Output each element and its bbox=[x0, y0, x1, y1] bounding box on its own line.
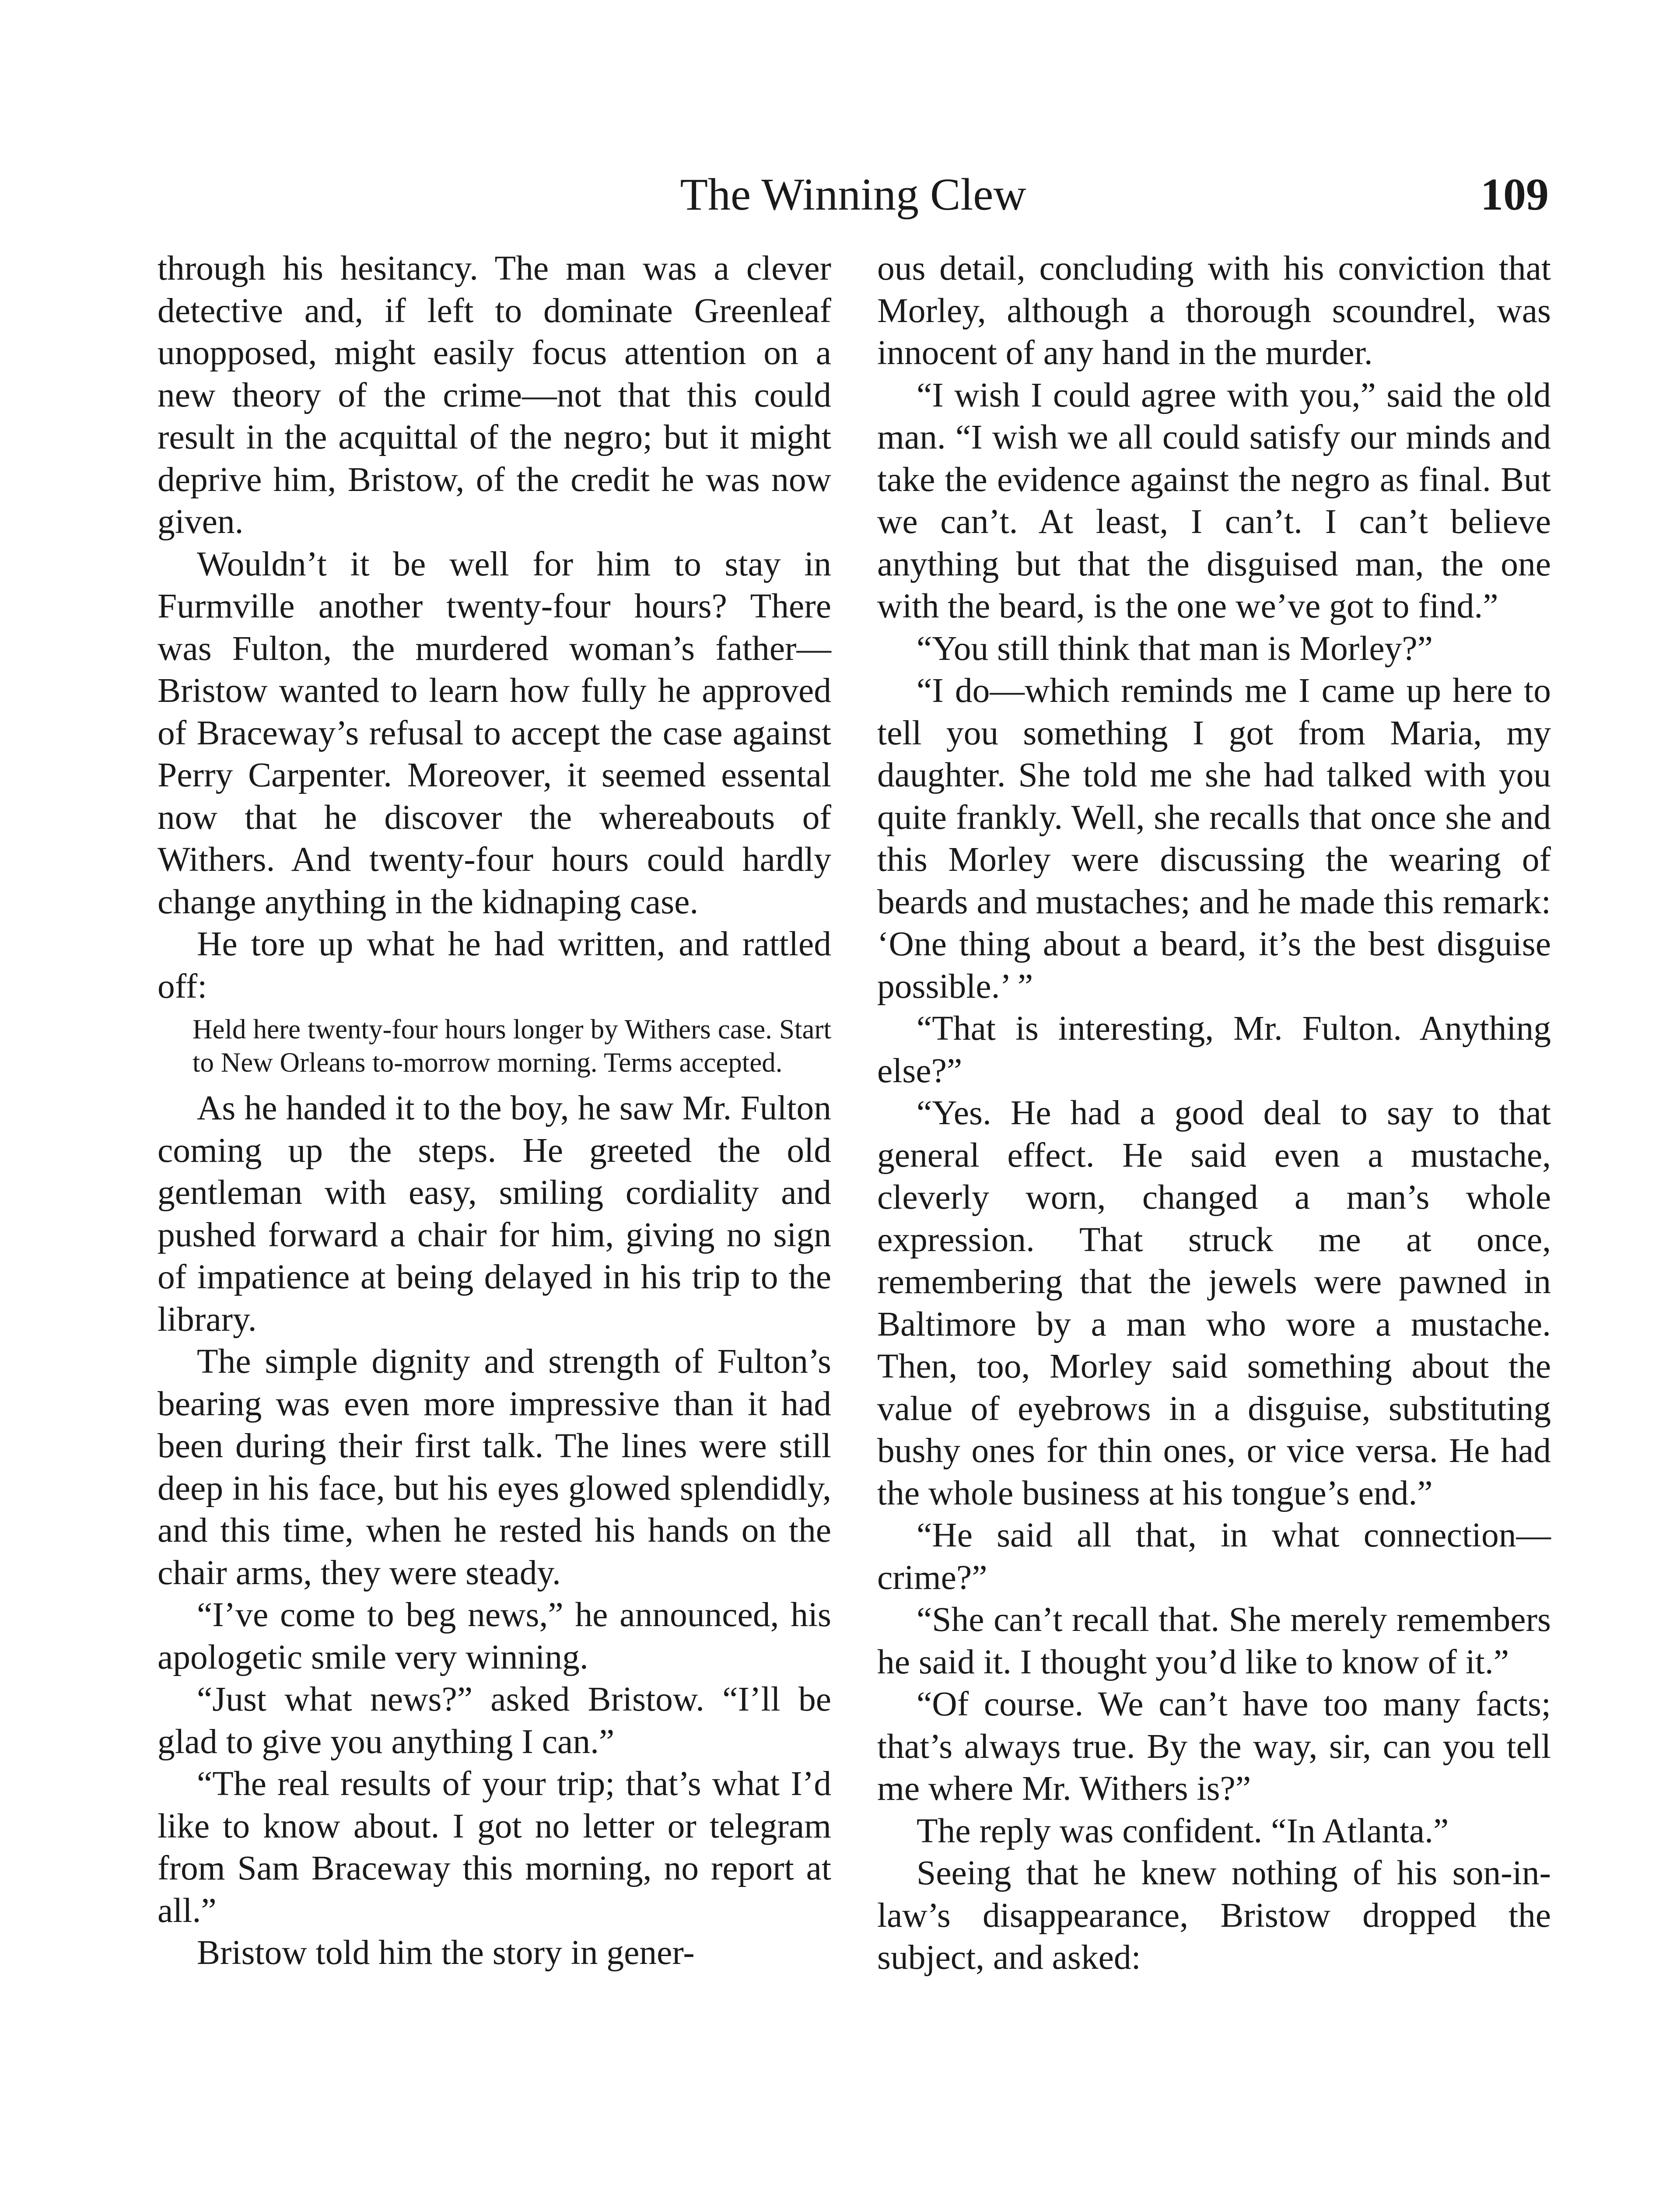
paragraph: ous detail, concluding with his conviction that Morley, although a thorough scoundrel, was innocent of any hand in the murder. bbox=[877, 249, 1551, 372]
paragraph: “I do—which reminds me I came up here to tell you something I got from Maria, my daughter. She told me she had talked with you quite frankly. Well, she recalls that once she and this Morley were discussing the wearing of beards and mustaches; and he made this remark: ‘One thing about a beard, it’s the best disguise possible.’ ” bbox=[877, 671, 1551, 1006]
paragraph: As he handed it to the boy, he saw Mr. Fulton coming up the steps. He greeted the old gentleman with easy, smiling cordiality and pushed forward a chair for him, giving no sign of impatience at being delayed in his trip to the library. bbox=[158, 1089, 831, 1339]
paragraph: through his hesitancy. The man was a clever detective and, if left to dominate Greenleaf unopposed, might easily focus attention on a new theory of the crime—not that this could result in the acquittal of the negro; but it might deprive him, Bristow, of the credit he was now given. bbox=[158, 249, 831, 541]
telegram-text: Held here twenty-four hours longer by Withers case. Start to New Orleans to-morrow morning. Terms accepted. bbox=[192, 1014, 831, 1078]
paragraph: Wouldn’t it be well for him to stay in Furmville another twenty-four hours? There was Fulton, the murdered woman’s father—Bristow wanted to learn how fully he approved of Braceway’s refusal to accept the case against Perry Carpenter. Moreover, it seemed essental now that he discover the whereabouts of Withers. And twenty-four hours could hardly change anything in the kidnaping case. bbox=[158, 544, 831, 921]
paragraph: “The real results of your trip; that’s what I’d like to know about. I got no letter or telegram from Sam Braceway this morning, no report at all.” bbox=[158, 1764, 831, 1930]
left-column bbox=[158, 247, 831, 1974]
running-head bbox=[158, 168, 1549, 221]
paragraph: Bristow told him the story in gener- bbox=[197, 1933, 695, 1972]
running-title: The Winning Clew bbox=[680, 169, 1026, 220]
paragraph: The simple dignity and strength of Fulton’s bearing was even more impressive than it had been during their first talk. The lines were still deep in his face, but his eyes glowed splendidly, and this time, when he rested his hands on the chair arms, they were steady. bbox=[158, 1342, 831, 1592]
paragraph: “I wish I could agree with you,” said the old man. “I wish we all could satisfy our minds and take the evidence against the negro as final. But we can’t. At least, I can’t. I can’t believe anything but that the disguised man, the one with the beard, is the one we’ve got to find.” bbox=[877, 375, 1551, 625]
paragraph: “You still think that man is Morley?” bbox=[917, 629, 1433, 668]
right-column bbox=[877, 247, 1551, 1979]
paragraph: “He said all that, in what connection—crime?” bbox=[877, 1516, 1551, 1597]
paragraph: Seeing that he knew nothing of his son-in-law’s disappearance, Bristow dropped the subject, and asked: bbox=[877, 1854, 1551, 1977]
paragraph: “I’ve come to beg news,” he announced, his apologetic smile very winning. bbox=[158, 1595, 831, 1676]
paragraph: “Of course. We can’t have too many facts; that’s always true. By the way, sir, can you tell me where Mr. Withers is?” bbox=[877, 1685, 1551, 1808]
paragraph: “She can’t recall that. She merely remembers he said it. I thought you’d like to know of it.” bbox=[877, 1600, 1551, 1681]
paragraph: “Just what news?” asked Bristow. “I’ll be glad to give you anything I can.” bbox=[158, 1680, 831, 1761]
page-number: 109 bbox=[1480, 169, 1549, 220]
paragraph: The reply was confident. “In Atlanta.” bbox=[917, 1811, 1449, 1850]
paragraph: He tore up what he had written, and rattled off: bbox=[158, 925, 831, 1006]
paragraph: “Yes. He had a good deal to say to that general effect. He said even a mustache, cleverly worn, changed a man’s whole expression. That struck me at once, remembering that the jewels were pawned in Baltimore by a man who wore a mustache. Then, too, Morley said something about the value of eyebrows in a disguise, substituting bushy ones for thin ones, or vice versa. He had the whole business at his tongue’s end.” bbox=[877, 1094, 1551, 1512]
paragraph: “That is interesting, Mr. Fulton. Anything else?” bbox=[877, 1009, 1551, 1090]
